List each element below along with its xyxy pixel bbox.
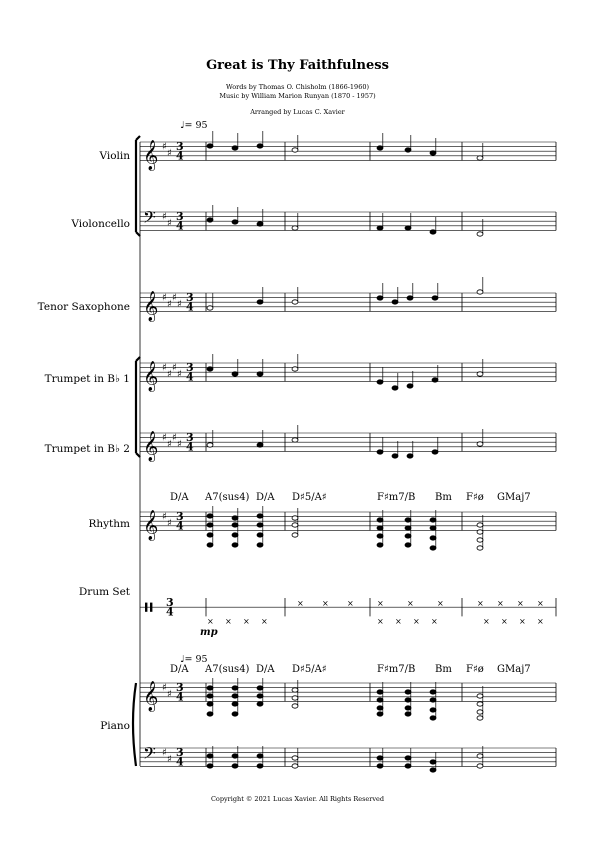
note-head [207,533,213,537]
time-signature-bottom: 4 [176,755,184,769]
note-head [477,530,483,534]
time-signature-top: 3 [176,210,184,224]
note-head [292,148,298,152]
note-head [257,514,263,518]
note-head [207,514,213,518]
note-head [257,694,263,698]
note-head [257,543,263,547]
time-signature-bottom: 4 [176,219,184,233]
instrument-label-piano: Piano [100,720,130,732]
note-head [292,756,298,760]
note-head [207,144,213,148]
bracket-strings [136,136,140,236]
note-head [292,688,298,692]
sharp-icon: ♯ [162,211,167,223]
note-head [430,230,436,234]
chord-symbol: F♯m7/B [377,664,416,675]
drum-hit-icon: × [243,617,250,626]
sharp-icon: ♯ [167,518,172,530]
note-head [377,690,383,694]
chord-symbol: F♯ø [466,492,484,503]
note-head [207,764,213,768]
time-signature-top: 3 [166,596,174,610]
bass-clef-icon: 𝄢 [143,206,156,231]
instrument-label-drum-set: Drum Set [78,586,130,598]
note-head [392,300,398,304]
cymbal-hit-icon: × [497,599,504,608]
note-head [232,764,238,768]
chord-symbol: Bm [435,664,452,675]
dynamic-marking: mp [200,627,218,638]
note-head [257,764,263,768]
note-head [430,518,436,522]
sharp-icon: ♯ [162,747,167,759]
sharp-icon: ♯ [177,299,182,311]
note-head [232,516,238,520]
note-head [405,534,411,538]
sharp-icon: ♯ [172,432,177,444]
note-head [477,764,483,768]
note-head [405,698,411,702]
note-head [207,218,213,222]
note-head [430,546,436,550]
drum-hit-icon: × [207,617,214,626]
note-head [432,450,438,454]
note-head [477,716,483,720]
note-head [430,690,436,694]
note-head [377,380,383,384]
note-head [207,306,213,310]
treble-clef-icon: 𝄞 [143,291,159,322]
drum-hit-icon: × [501,617,508,626]
brace-piano [133,683,136,766]
instrument-label-rhythm: Rhythm [88,518,130,530]
treble-clef-icon: 𝄞 [143,361,159,392]
note-head [207,712,213,716]
sharp-icon: ♯ [167,299,172,311]
note-head [377,296,383,300]
tempo-marking-piano: ♩= 95 [180,654,208,665]
note-head [257,702,263,706]
sharp-icon: ♯ [162,292,167,304]
note-head [232,686,238,690]
note-head [207,523,213,527]
time-signature-top: 3 [176,746,184,760]
note-head [292,764,298,768]
note-head [207,443,213,447]
note-head [477,156,483,160]
note-head [477,694,483,698]
drum-hit-icon: × [395,617,402,626]
drum-hit-icon: × [519,617,526,626]
time-signature-bottom: 4 [176,149,184,163]
instrument-label-trumpet-1: Trumpet in B♭ 1 [44,373,130,385]
sharp-icon: ♯ [177,369,182,381]
note-head [257,523,263,527]
sharp-icon: ♯ [162,432,167,444]
sharp-icon: ♯ [162,141,167,153]
note-head [377,534,383,538]
note-head [430,536,436,540]
note-head [377,543,383,547]
drum-hit-icon: × [225,617,232,626]
chord-symbol: GMaj7 [497,492,531,503]
sharp-icon: ♯ [162,682,167,694]
note-head [477,290,483,294]
note-head [207,543,213,547]
note-head [292,367,298,371]
drum-hit-icon: × [261,617,268,626]
note-head [257,300,263,304]
chord-symbol: D♯5/A♯ [292,664,327,675]
treble-clef-icon: 𝄞 [143,510,159,541]
time-signature-top: 3 [186,291,194,305]
time-signature-top: 3 [176,140,184,154]
sharp-icon: ♯ [167,218,172,230]
note-head [477,523,483,527]
staff-lines [140,142,556,769]
note-head [377,146,383,150]
instrument-label-cello: Violoncello [71,218,130,230]
instrument-label-trumpet-2: Trumpet in B♭ 2 [44,443,130,455]
cymbal-hit-icon: × [437,599,444,608]
sharp-icon: ♯ [172,362,177,374]
note-head [430,698,436,702]
note-head [292,438,298,442]
note-head [257,754,263,758]
chord-symbol: A7(sus4) [205,664,250,675]
note-head [392,454,398,458]
note-head [432,296,438,300]
chord-symbol: A7(sus4) [205,492,250,503]
note-head [430,708,436,712]
note-head [407,296,413,300]
note-head [292,226,298,230]
note-head [257,686,263,690]
note-head [257,372,263,376]
music-credit: Music by William Marion Runyan (1870 - 1957) [219,92,376,100]
note-head [477,546,483,550]
treble-clef-icon: 𝄞 [143,681,159,712]
note-head [377,226,383,230]
note-head [377,764,383,768]
percussion-clef-icon [150,603,152,612]
note-head [207,686,213,690]
cymbal-hit-icon: × [517,599,524,608]
time-signature-bottom: 4 [176,519,184,533]
chord-symbol: F♯ø [466,664,484,675]
note-head [207,367,213,371]
note-head [232,712,238,716]
clefs-and-signatures [143,139,194,768]
note-head [477,710,483,714]
note-head [405,526,411,530]
chord-symbol: F♯m7/B [377,492,416,503]
cymbal-hit-icon: × [322,599,329,608]
note-head [232,372,238,376]
arranger-credit: Arranged by Lucas C. Xavier [250,108,345,116]
note-head [232,754,238,758]
note-head [292,704,298,708]
cymbal-hit-icon: × [297,599,304,608]
cymbal-hit-icon: × [407,599,414,608]
note-head [477,232,483,236]
sharp-icon: ♯ [172,292,177,304]
instrument-label-violin: Violin [99,150,130,162]
note-head [405,764,411,768]
time-signature-bottom: 4 [186,370,194,384]
time-signature-top: 3 [176,681,184,695]
note-head [207,702,213,706]
sharp-icon: ♯ [167,369,172,381]
cymbal-hit-icon: × [537,599,544,608]
chord-symbol: D/A [256,492,275,503]
note-head [377,526,383,530]
instrument-label-tenor-sax: Tenor Saxophone [37,301,130,313]
note-head [292,533,298,537]
chord-symbol: D♯5/A♯ [292,492,327,503]
note-head [405,148,411,152]
note-head [292,523,298,527]
sharp-icon: ♯ [167,148,172,160]
time-signature-bottom: 4 [186,300,194,314]
note-head [232,543,238,547]
time-signature-bottom: 4 [166,605,174,619]
drum-hit-icon: × [413,617,420,626]
note-head [377,698,383,702]
sharp-icon: ♯ [162,362,167,374]
chord-symbol: D/A [170,664,189,675]
note-head [430,716,436,720]
note-head [257,222,263,226]
note-head [292,696,298,700]
note-head [477,442,483,446]
chord-symbol: D/A [170,492,189,503]
note-head [477,754,483,758]
note-head [377,518,383,522]
note-head [407,454,413,458]
note-head [292,516,298,520]
tempo-marking-top: ♩= 95 [180,120,208,131]
chord-symbol: Bm [435,492,452,503]
note-head [377,450,383,454]
score-title: Great is Thy Faithfulness [206,58,389,73]
percussion-clef-icon [145,603,147,612]
note-head [232,523,238,527]
note-head [405,518,411,522]
note-head [430,768,436,772]
note-head [405,712,411,716]
note-head [432,378,438,382]
sharp-icon: ♯ [167,439,172,451]
note-head [430,526,436,530]
time-signature-bottom: 4 [186,440,194,454]
note-head [377,706,383,710]
sharp-icon: ♯ [167,754,172,766]
copyright-notice: Copyright © 2021 Lucas Xavier. All Rights Reserved [210,795,385,803]
time-signature-bottom: 4 [176,690,184,704]
words-credit: Words by Thomas O. Chisholm (1866-1960) [225,83,369,91]
drum-hit-icon: × [431,617,438,626]
note-head [430,151,436,155]
note-head [407,384,413,388]
drum-hit-icon: × [537,617,544,626]
note-head [477,372,483,376]
note-head [207,754,213,758]
time-signature-top: 3 [176,510,184,524]
note-head [477,538,483,542]
note-head [377,756,383,760]
note-head [232,694,238,698]
note-head [207,694,213,698]
chord-symbol: D/A [256,664,275,675]
note-head [257,144,263,148]
note-head [430,760,436,764]
note-head [405,543,411,547]
note-head [232,146,238,150]
note-head [257,533,263,537]
cymbal-hit-icon: × [477,599,484,608]
note-head [377,712,383,716]
time-signature-top: 3 [186,431,194,445]
drum-hit-icon: × [377,617,384,626]
note-head [477,702,483,706]
cymbal-hit-icon: × [347,599,354,608]
drum-hit-icon: × [483,617,490,626]
note-head [405,226,411,230]
tempo-value: = 95 [184,654,208,665]
note-head [257,443,263,447]
note-head [392,386,398,390]
treble-clef-icon: 𝄞 [143,431,159,462]
note-head [232,702,238,706]
note-head [405,690,411,694]
note-head [405,756,411,760]
tempo-value: = 95 [184,120,208,131]
note-head [292,300,298,304]
note-head [405,706,411,710]
note-head [232,220,238,224]
cymbal-hit-icon: × [377,599,384,608]
chord-symbol: GMaj7 [497,664,531,675]
sharp-icon: ♯ [162,511,167,523]
time-signature-top: 3 [186,361,194,375]
bracket-trumpets [136,357,140,457]
sharp-icon: ♯ [167,689,172,701]
bass-clef-icon: 𝄢 [143,742,156,767]
treble-clef-icon: 𝄞 [143,140,159,171]
sharp-icon: ♯ [177,439,182,451]
note-head [232,533,238,537]
